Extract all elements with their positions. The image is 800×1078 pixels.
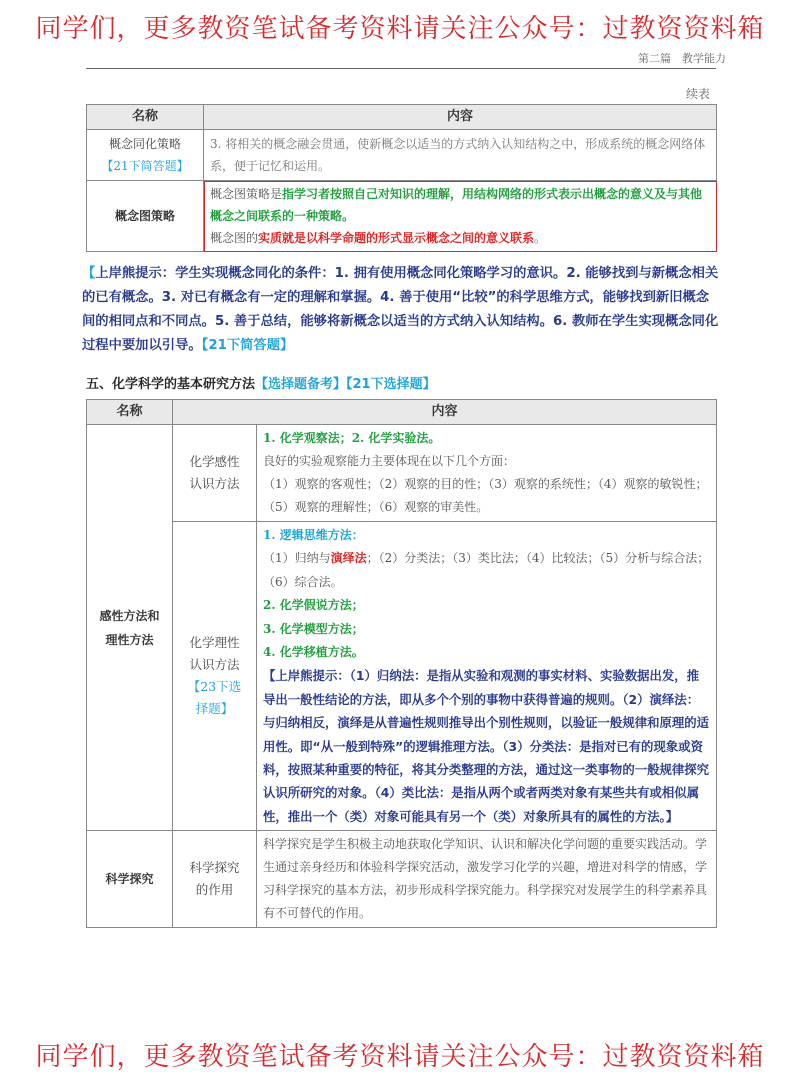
observation-items: （1）观察的客观性；（2）观察的目的性；（3）观察的系统性；（4）观察的敏锐性；（5）观察的理解性；（6）观察的审美性。	[263, 477, 708, 514]
observation-intro: 良好的实验观察能力主要体现在以下几个方面：	[263, 454, 516, 468]
tip-text: ：学生实现概念同化的条件：1. 拥有使用概念同化策略学习的意识。2. 能够找到与新概念相关的已有概念。3. 对已有概念有一定的理解和掌握。4. 善于使用“比较”的科学思维方式，能够找到新旧概念间的相同点和不同点。5. 善于总结，能够将新概念以适当的方式纳入认知结构。6. 教师在学生实现概念同化过程中要加以引导。	[82, 266, 719, 353]
promo-banner-bottom: 同学们，更多教资笔试备考资料请关注公众号：过教资资料箱	[35, 1042, 765, 1072]
row-name: 概念图策略	[114, 209, 175, 223]
subcategory-name: 化学理性认识方法	[189, 635, 240, 673]
list-part: （1）归纳与	[263, 551, 331, 566]
group-name-cell	[87, 831, 173, 928]
subcategory-name: 科学探究的作用	[189, 860, 240, 898]
tip-bracket: 【	[82, 266, 96, 281]
continued-label: 续表	[685, 87, 710, 101]
inquiry-content: 科学探究是学生积极主动地获取化学知识、认识和解决化学问题的重要实践活动。学生通过亲身经历和体验科学探究活动，激发学习化学的兴趣，增进对科学的情感，学习科学探究的基本方法，初步形成科学探究能力。科学探究对发展学生的科学素养具有不可替代的作用。	[257, 831, 717, 928]
concept-map-essence	[210, 227, 710, 249]
header-rule	[86, 68, 716, 69]
exam-tag: 【23下选择题】	[187, 679, 242, 717]
essence-end: 。	[534, 231, 547, 245]
definition-highlight: 指学习者按照自己对知识的理解，用结构网络的形式表示出概念的意义及与其他概念之间联系的一种策略。	[210, 187, 703, 223]
table-header-row	[87, 105, 717, 130]
table-row	[87, 130, 717, 181]
subcategory-name: 化学感性认识方法	[189, 454, 240, 491]
row-content	[204, 181, 717, 252]
table-row	[87, 181, 717, 252]
table-header-row	[87, 400, 717, 425]
section-title: 五、化学科学的基本研究方法	[86, 377, 256, 392]
method-item: 2. 化学假说方法；	[263, 598, 364, 613]
tip-concept-assimilation	[82, 262, 722, 358]
exam-tag: 【21下简答题】	[201, 338, 294, 353]
section-heading	[86, 373, 436, 392]
col-name-header: 名称	[87, 105, 204, 130]
concept-map-definition	[210, 183, 710, 227]
rational-content	[257, 522, 717, 831]
group-name-cell	[87, 425, 173, 831]
row-name-cell	[87, 130, 204, 181]
chapter-header: 第二篇 教学能力	[638, 52, 726, 65]
method-list-heading: 1. 化学观察法；2. 化学实验法。	[263, 431, 441, 445]
col-content-header: 内容	[204, 105, 717, 130]
group-name: 感性方法和理性方法	[99, 608, 160, 647]
definition-lead: 概念图策略是	[210, 187, 283, 201]
subcategory-cell	[173, 425, 257, 522]
tip-reasoning-methods: 【上岸熊提示：（1）归纳法：是指从实验和观测的事实材料、实验数据出发，推导出一般性结论的方法，即从多个个别的事物中获得普遍的规则。（2）演绎法：与归纳相反，演绎是从普遍性规则推导出个别性规则，以验证一般规律和原理的适用性。即“从一般到特殊”的逻辑推理方法。（3）分类法：是指对已有的现象或资料，按照某种重要的特征，将其分类整理的方法，通过这一类事物的一般规律探究认识所研究的对象。（4）类比法：是指从两个或者两类对象有某些共有或相似属性，推出一个（类）对象可能具有另一个（类）对象所具有的属性的方法。】	[263, 668, 710, 824]
subcategory-cell	[173, 522, 257, 831]
section-tags: 【选择题备考】【21下选择题】	[255, 377, 436, 392]
essence-highlight: 实质就是以科学命题的形式显示概念之间的意义联系	[258, 231, 535, 245]
method-item: 3. 化学模型方法；	[263, 621, 364, 636]
research-methods-table	[86, 399, 717, 928]
row-name: 概念同化策略	[108, 137, 181, 151]
promo-banner-top: 同学们，更多教资笔试备考资料请关注公众号：过教资资料箱	[35, 14, 765, 44]
logic-method-heading: 1. 逻辑思维方法：	[263, 528, 364, 542]
table-row	[87, 522, 717, 831]
list-highlight: 演绎法	[330, 551, 367, 566]
row-name-cell	[87, 181, 204, 252]
perceptual-content	[257, 425, 717, 522]
group-name: 科学探究	[105, 872, 154, 887]
table-row	[87, 425, 717, 522]
table-row	[87, 831, 717, 928]
list-part: ；（2）分类法；（3）类比法；（4）比较法；（5）分析与综合法；（6）综合法。	[263, 551, 710, 589]
tip-label: 上岸熊提示	[95, 266, 162, 281]
subcategory-cell	[173, 831, 257, 928]
col-name-header: 名称	[87, 400, 173, 425]
essence-lead: 概念图的	[210, 231, 259, 245]
logic-method-list	[263, 547, 710, 594]
row-content: 3. 将相关的概念融会贯通，使新概念以适当的方式纳入认知结构之中，形成系统的概念网络体系，便于记忆和运用。	[204, 130, 717, 181]
concept-strategy-table	[86, 104, 717, 252]
exam-tag: 【21下简答题】	[101, 159, 189, 173]
method-item: 4. 化学移植方法。	[263, 645, 364, 660]
col-content-header: 内容	[173, 400, 717, 425]
